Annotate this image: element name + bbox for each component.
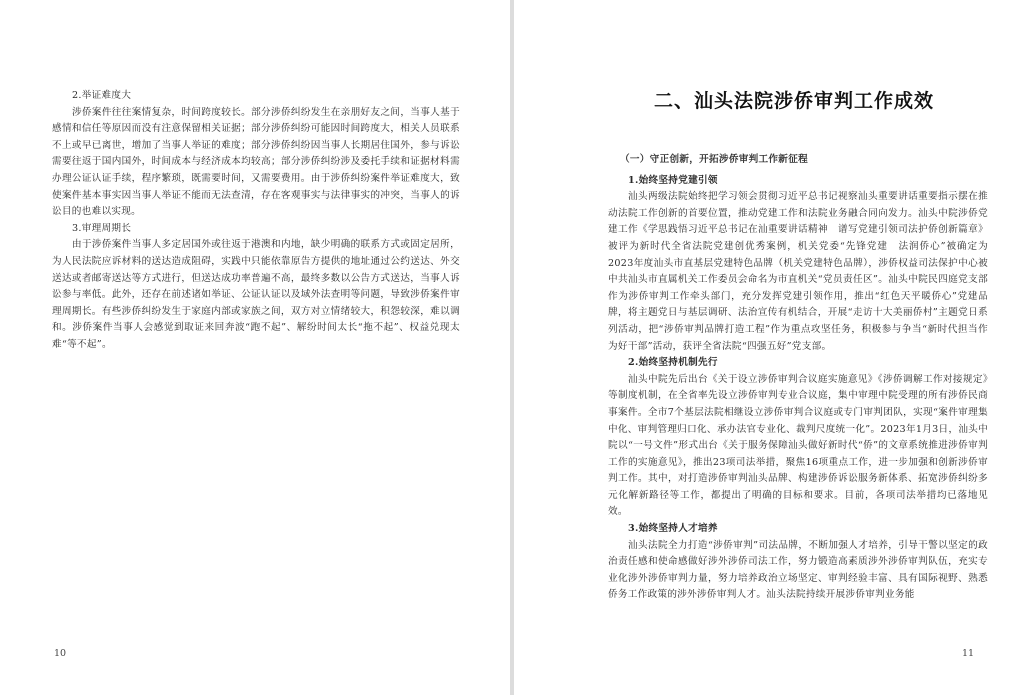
paragraph-evidence-difficulty: 涉侨案件往往案情复杂，时间跨度较长。部分涉侨纠纷发生在亲朋好友之间，当事人基于感情和信任等原因而没有注意保留相关证据；部分涉侨纠纷可能因时间跨度大，相关人员联系不上或早已离世，增加了当事人举证的难度；部分涉侨纠纷因当事人长期居住国外，参与诉讼需要往返于国内国外，时间成本与经济成本均较高；部分涉侨纠纷涉及委托手续和证据材料需办理公证认证手续，程序繁琐，既需要时间，又需要费用。由于涉侨纠纷案件举证难度大，致使案件基本事实因当事人举证不能而无法查清，存在客观事实与法律事实的冲突，当事人的诉讼目的也难以实现。 (52, 106, 460, 218)
right-page (514, 0, 1024, 695)
left-text-column (52, 88, 460, 354)
paragraph-long-trial-cycle: 由于涉侨案件当事人多定居国外或往返于港澳和内地，缺少明确的联系方式或固定居所，为人民法院应诉材料的送达造成阻碍，实践中只能依靠原告方提供的地址通过公约送达、外交送达或者邮寄送达等方式进行，但送达成功率普遍不高，最终多数以公告方式送达，当事人诉讼参与率低。此外，还存在前述诸如举证、公证认证以及域外法查明等问题，导致涉侨案件审理周期长。有些涉侨纠纷发生于家庭内部或家族之间，双方对立情绪较大，积怨较深，难以调和。涉侨案件当事人会感觉到取证来回奔波“跑不起”、解纷时间太长“拖不起”、权益兑现太难“等不起”。 (52, 239, 460, 350)
heading-party-building: 1.始终坚持党建引领 (628, 174, 718, 186)
section-title: （一）守正创新，开拓涉侨审判工作新征程 (620, 154, 808, 165)
heading-long-trial-cycle: 3.审理周期长 (72, 222, 132, 234)
heading-mechanism-first: 2.始终坚持机制先行 (628, 357, 718, 369)
page-number-left: 10 (54, 648, 67, 659)
chapter-title: 二、汕头法院涉侨审判工作成效 (654, 90, 935, 112)
right-text-column (608, 152, 988, 604)
heading-talent-cultivation: 3.始终坚持人才培养 (628, 523, 718, 535)
left-page (0, 0, 510, 695)
page-number-right: 11 (962, 648, 975, 659)
heading-evidence-difficulty: 2.举证难度大 (72, 90, 132, 101)
paragraph-mechanism-first: 汕头中院先后出台《关于设立涉侨审判合议庭实施意见》《涉侨调解工作对接规定》等制度机制，在全省率先设立涉侨审判专业合议庭，集中审理中院受理的所有涉侨民商事案件。全市7个基层法院相继设立涉侨审判合议庭或专门审判团队，实现“案件审理集中化、审判管理归口化、承办法官专业化、裁判尺度统一化”。2023年1月3日，汕头中院以“一号文件”形式出台《关于服务保障汕头做好新时代“侨”的文章系统推进涉侨审判工作的实施意见》，推出23项司法举措，聚焦16项重点工作，进一步加强和创新涉侨审判工作。其中，对打造涉侨审判汕头品牌、构建涉侨诉讼服务新体系、拓宽涉侨纠纷多元化解新路径等工作，都提出了明确的目标和要求。目前，各项司法举措均已落地见效。 (608, 373, 989, 518)
paragraph-party-building: 汕头两级法院始终把学习领会贯彻习近平总书记视察汕头重要讲话重要指示摆在推动法院工作创新的首要位置，推动党建工作和法院业务融合同向发力。汕头中院涉侨党建工作《学思践悟习近平总书记在汕重要讲话精神 谱写党建引领司法护侨创新篇章》被评为新时代全省法院党建创优秀案例，机关党委“先锋党建 法润侨心”被确定为2023年度汕头市直基层党建特色品牌（机关党建特色品牌），涉侨权益司法保护中心被中共汕头市直属机关工作委员会命名为市直机关“党员责任区”。汕头中院民四庭党支部作为涉侨审判工作牵头部门，充分发挥党建引领作用，推出“红色天平暖侨心”党建品牌，将主题党日与基层调研、法治宣传有机结合，开展“走访十大美丽侨村”主题党日系列活动，把“涉侨审判品牌打造工程”作为重点攻坚任务，积极参与争当“新时代担当作为好干部”活动，获评全省法院“四强五好”党支部。 (608, 191, 988, 352)
paragraph-talent-cultivation: 汕头法院全力打造“涉侨审判”司法品牌，不断加强人才培养，引导干警以坚定的政治责任感和使命感做好涉外涉侨司法工作，努力锻造高素质涉外涉侨审判队伍，充实专业化涉外涉侨审判力量，努力培养政治立场坚定、审判经验丰富、具有国际视野、熟悉侨务工作政策的涉外涉侨审判人才。汕头法院持续开展涉侨审判业务能 (608, 539, 988, 601)
